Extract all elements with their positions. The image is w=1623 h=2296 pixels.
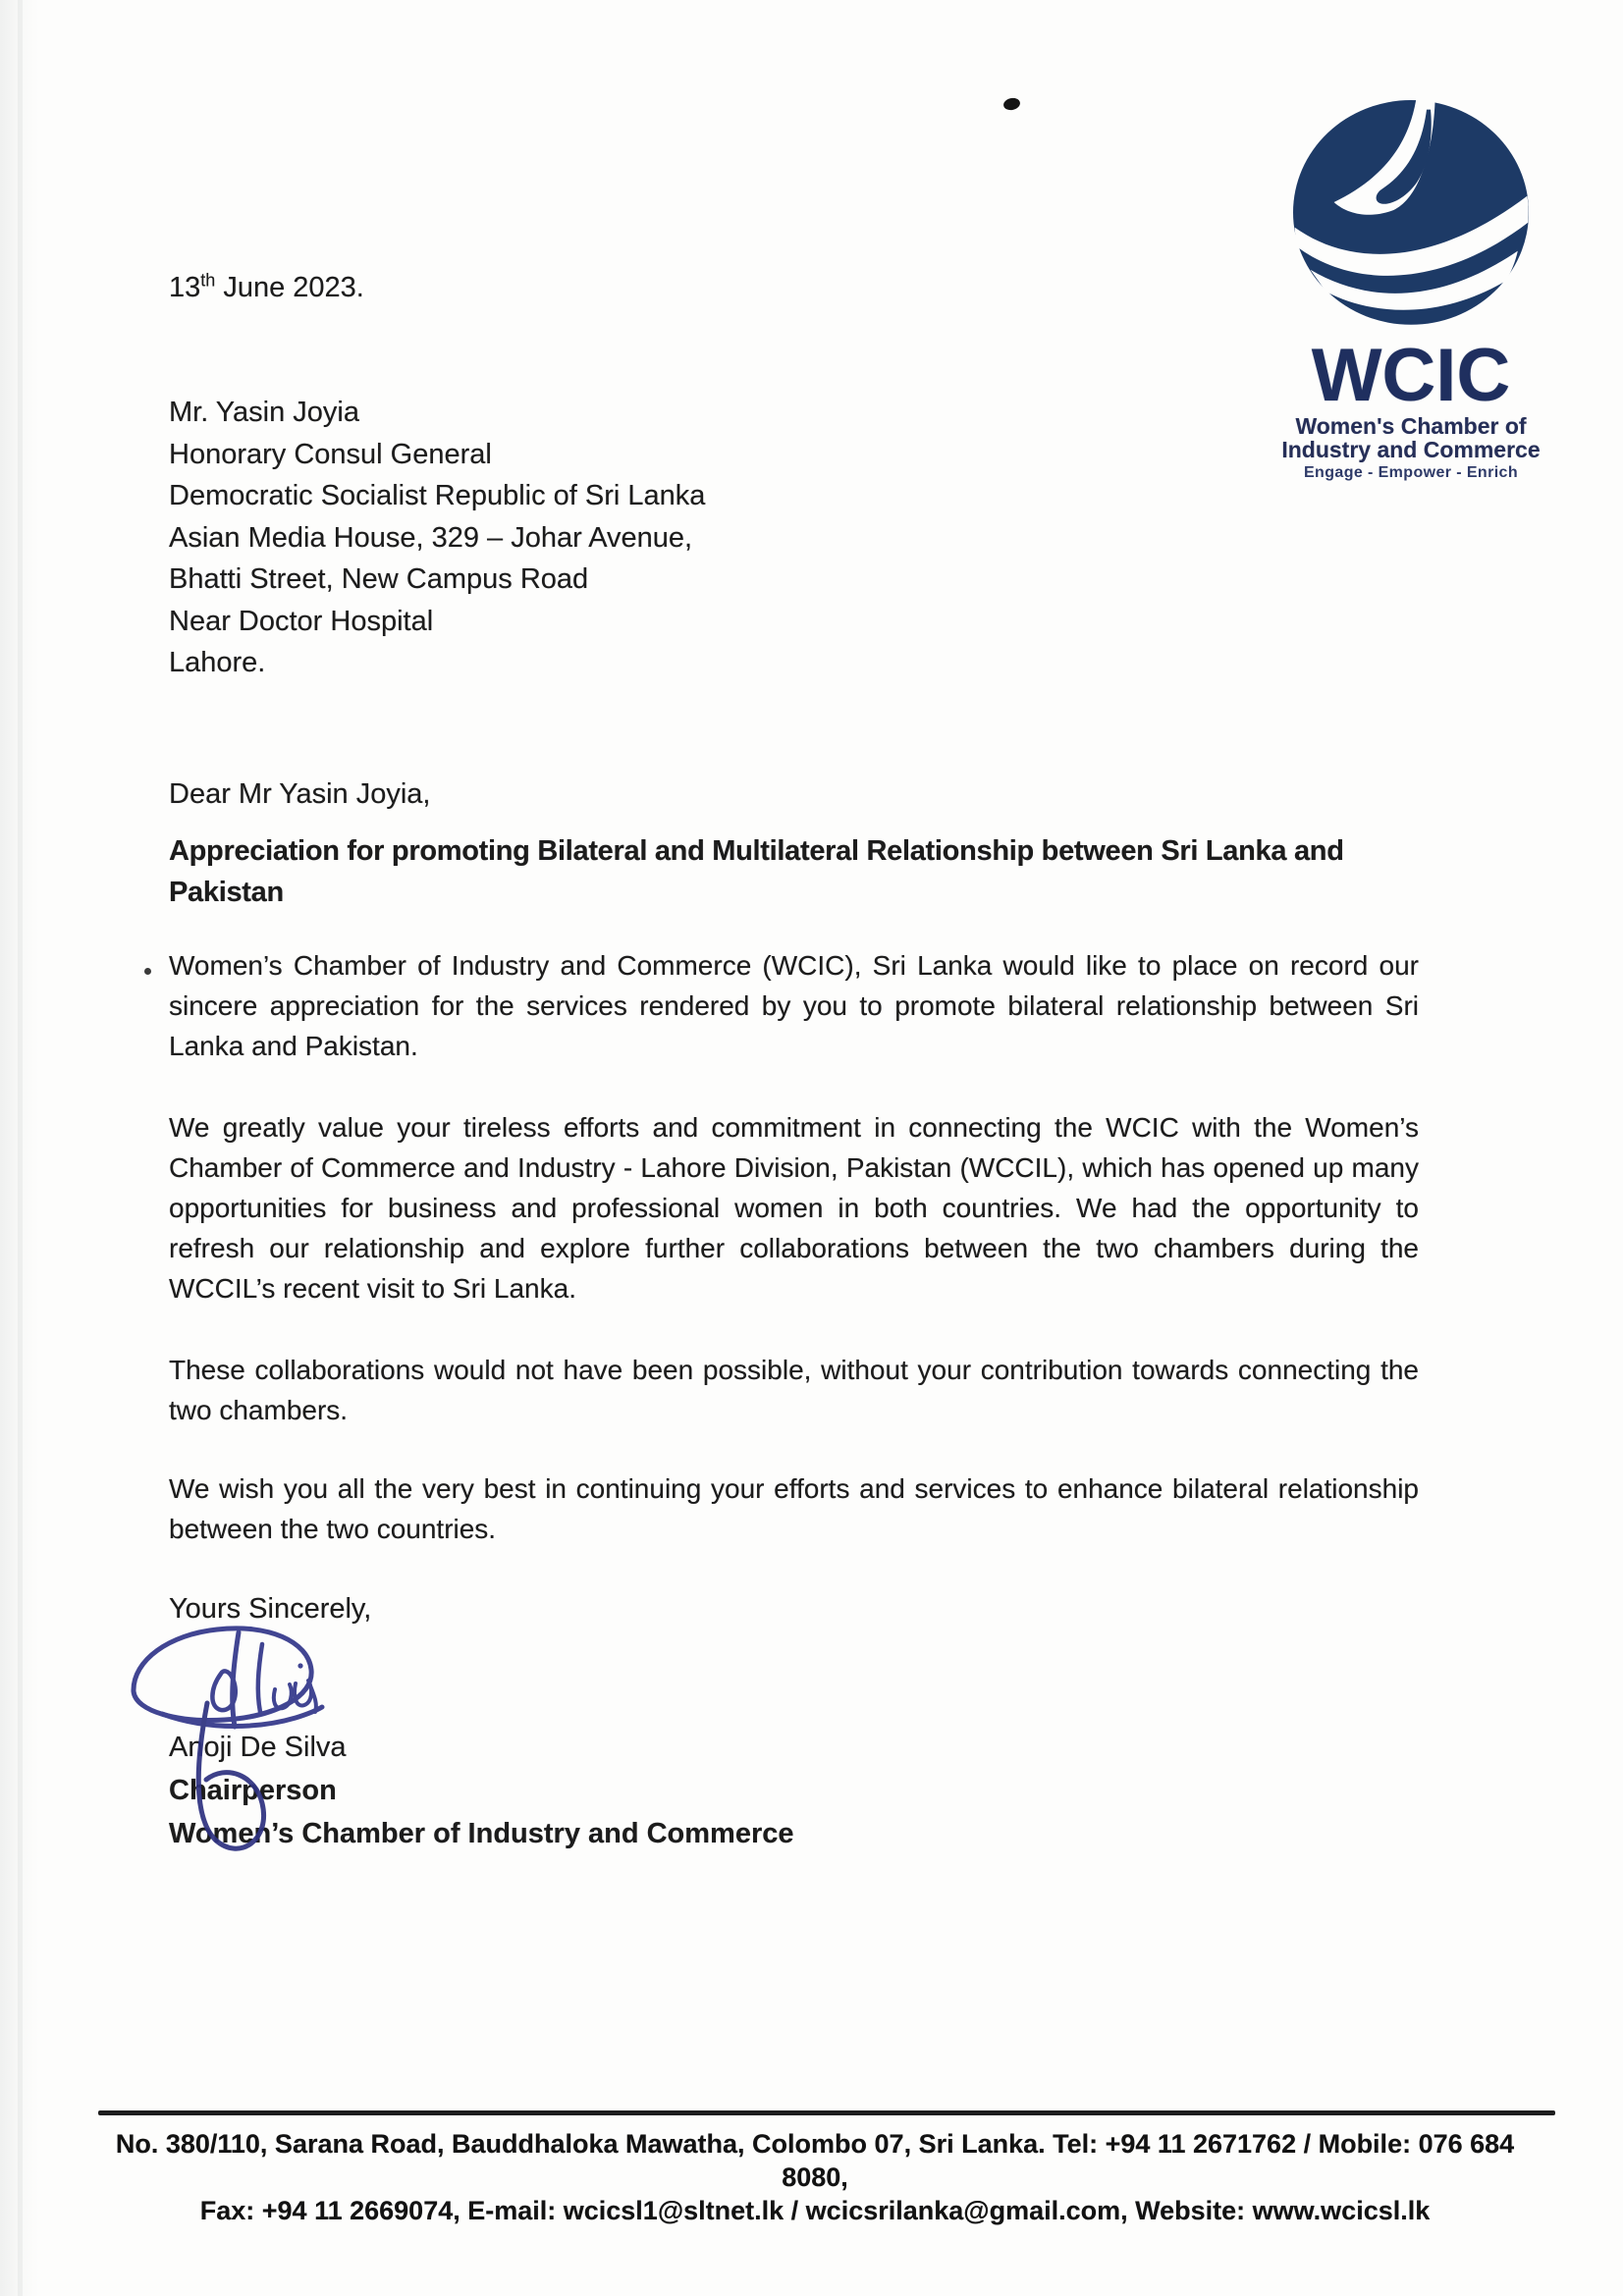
subject-line-2: Pakistan	[169, 877, 284, 908]
salutation: Dear Mr Yasin Joyia,	[169, 778, 431, 810]
scan-artifact-dot	[1002, 96, 1021, 111]
letter-date	[169, 267, 364, 308]
scan-edge-shadow	[0, 0, 39, 2296]
footer-line-1: No. 380/110, Sarana Road, Bauddhaloka Mawatha, Colombo 07, Sri Lanka. Tel: +94 11 2671762 / Mobile: 076 684 8080,	[115, 2129, 1515, 2192]
closing: Yours Sincerely,	[169, 1593, 372, 1625]
footer-divider	[98, 2110, 1555, 2115]
address-line: Honorary Consul General	[169, 438, 492, 470]
address-line: Near Doctor Hospital	[169, 605, 434, 637]
date-ordinal-suffix: th	[200, 270, 216, 291]
footer	[83, 2127, 1546, 2227]
paragraph-bullet-artifact	[144, 968, 151, 975]
wcic-logo-mark	[1293, 100, 1529, 328]
signatory-title: Chairperson	[169, 1775, 337, 1806]
address-line: Asian Media House, 329 – Johar Avenue,	[169, 521, 693, 554]
footer-line-2: Fax: +94 11 2669074, E-mail: wcicsl1@sltnet.lk / wcicsrilanka@gmail.com, Website: www.wcicsl.lk	[199, 2196, 1431, 2225]
recipient-address	[169, 392, 705, 684]
logo-tagline: Engage - Empower - Enrich	[1303, 464, 1519, 481]
date-day: 13	[169, 272, 201, 303]
signatory-name: Anoji De Silva	[169, 1732, 347, 1763]
date-month-year: June 2023.	[215, 272, 364, 303]
address-line: Mr. Yasin Joyia	[169, 397, 359, 428]
body-paragraph-2: We greatly value your tireless efforts and commitment in connecting the WCIC with the Women’s Chamber of Commerce and Industry - Lahore Division, Pakistan (WCCIL), which has opened up many opportunities for business and professional women in both countries. We had the opportunity to refresh our relationship and explore further collaborations between the two chambers during the WCCIL’s recent visit to Sri Lanka.	[169, 1112, 1419, 1304]
subject-heading	[169, 830, 1344, 913]
body-paragraph-4: We wish you all the very best in continuing your efforts and services to enhance bilateral relationship between the two countries.	[169, 1473, 1419, 1544]
address-line: Lahore.	[169, 647, 266, 678]
wcic-logo-text	[1273, 334, 1548, 482]
body-paragraph-1: Women’s Chamber of Industry and Commerce (WCIC), Sri Lanka would like to place on record our sincere appreciation for the services rendered by you to promote bilateral relationship between Sri Lanka and Pakistan.	[169, 950, 1419, 1061]
logo-org-line1: Women's Chamber of	[1295, 413, 1527, 439]
address-line: Bhatti Street, New Campus Road	[169, 563, 589, 595]
scan-edge-line	[18, 0, 23, 2296]
body-paragraph-3: These collaborations would not have been possible, without your contribution towards connecting the two chambers.	[169, 1355, 1419, 1425]
subject-line-1: Appreciation for promoting Bilateral and Multilateral Relationship between Sri Lanka and	[169, 835, 1344, 867]
address-line: Democratic Socialist Republic of Sri Lanka	[169, 480, 706, 511]
signatory-org: Women’s Chamber of Industry and Commerce	[169, 1818, 794, 1849]
logo-acronym: WCIC	[1311, 334, 1511, 417]
signature-block	[169, 1726, 794, 1855]
logo-org-line2: Industry and Commerce	[1281, 437, 1541, 462]
